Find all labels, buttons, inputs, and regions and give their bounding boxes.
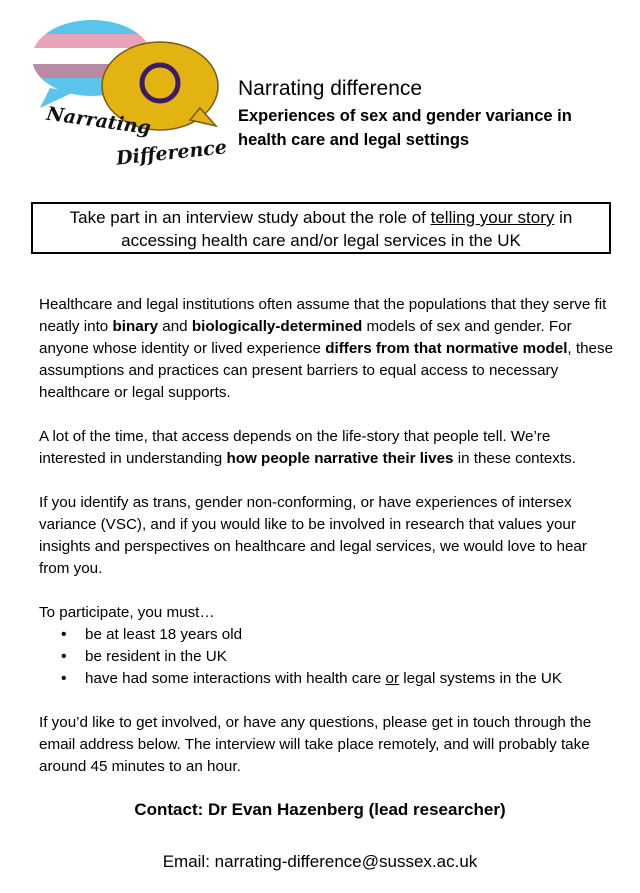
para1-text: Healthcare and legal institutions often assume that the populations that they serve fit neatly into [39,296,607,335]
requirements-intro: To participate, you must… [39,604,215,621]
logo-text-line2: Difference [115,136,228,170]
callout-box [31,202,611,254]
list-item-text: legal systems in the UK [399,670,562,687]
para1-text: models of sex and gender. For anyone whose identity or lived experience [39,318,572,357]
para2-bold: how people narrative their lives [226,450,454,467]
para2-text: A lot of the time, that access depends on the life-story that people tell. We’re interested in understanding [39,428,551,467]
callout-text-end: in accessing health care and/or legal services in the UK [121,208,573,250]
requirements-list [39,624,614,690]
body-text [39,294,614,800]
para1-text: and [158,318,192,335]
paragraph-access [39,426,614,470]
list-item: • be resident in the UK [61,646,614,668]
list-item: • be at least 18 years old [61,624,614,646]
para1-bold: differs from that normative model [325,340,568,357]
list-item [61,668,614,690]
list-item-text: have had some interactions with health care [85,670,386,687]
para1-bold: binary [112,318,159,335]
para1-bold: biologically-determined [191,318,363,335]
list-item-underlined: or [385,670,400,687]
paragraph-invitation: If you identify as trans, gender non-conforming, or have experiences of intersex variance (VSC), and if you would like to be involved in research that values your insights and perspectives on healthcare and legal services, we would love to hear from you. [39,494,587,577]
paragraph-intro [39,294,614,404]
logo [30,8,230,178]
para1-text: , these assumptions and practices can present barriers to equal access to necessary healthcare or legal supports. [39,340,614,401]
logo-text-line1: Narrating [45,102,153,140]
email-line[interactable]: Email: narrating-difference@sussex.ac.uk [162,852,478,871]
paragraph-contact-info: If you’d like to get involved, or have any questions, please get in touch through the email address below. The interview will take place remotely, and will probably take around 45 minutes to an hour. [39,714,592,775]
page-subtitle: Experiences of sex and gender variance in health care and legal settings [238,107,572,149]
contact-line: Contact: Dr Evan Hazenberg (lead researcher) [134,800,506,819]
page-title: Narrating difference [238,77,423,100]
callout-underlined-text: telling your story [430,208,555,227]
callout-text-start: Take part in an interview study about the role of [69,208,431,227]
para2-text: in these contexts. [453,450,576,467]
